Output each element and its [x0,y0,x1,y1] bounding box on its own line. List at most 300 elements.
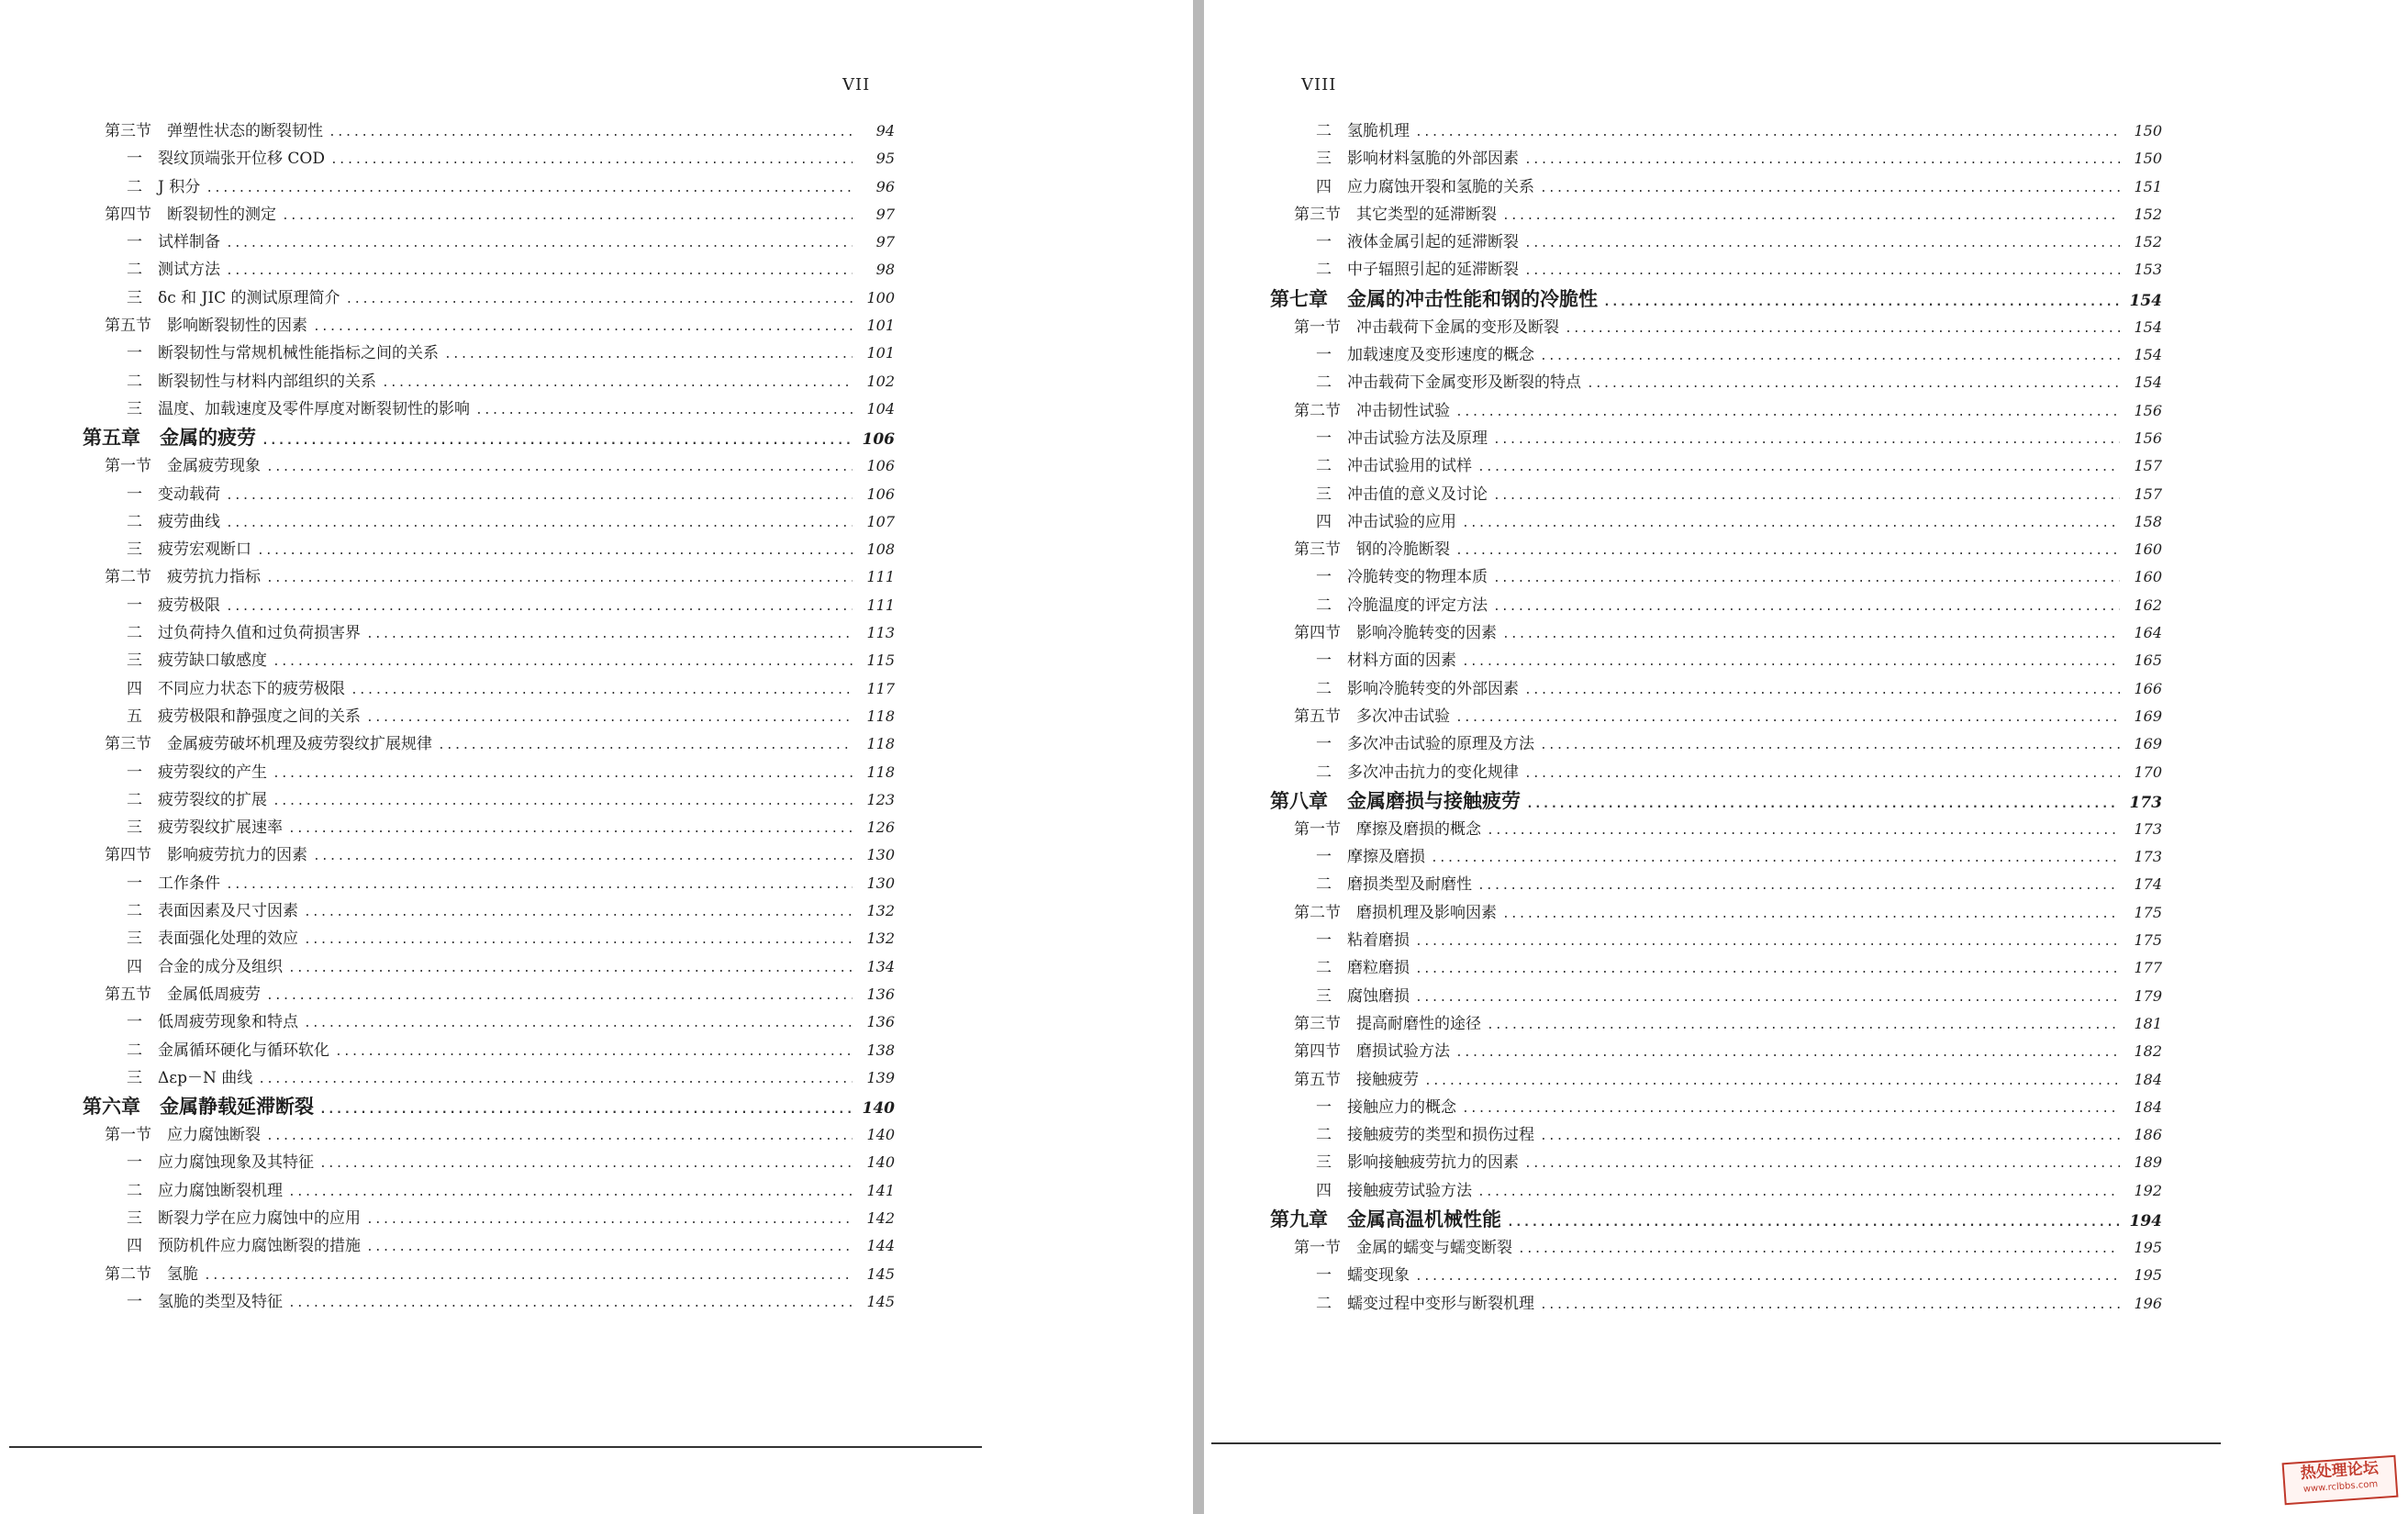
toc-leader-dots [319,1157,853,1171]
toc-item-entry [92,1288,895,1316]
toc-page-number: 138 [866,1041,895,1059]
toc-leader-dots [273,655,853,669]
toc-page-number: 184 [2134,1097,2162,1116]
toc-page-number: 174 [2134,875,2162,894]
toc-entry-title: 四 冲击试验的应用 [1316,512,1456,531]
toc-leader-dots [330,153,853,167]
toc-entry-title: 三 影响材料氢脆的外部因素 [1316,150,1519,169]
toc-page-number: 132 [866,902,895,920]
toc-entry-title: 第九章 金属高温机械性能 [1270,1207,1501,1230]
toc-leader-dots [1524,684,2120,697]
toc-page-number: 154 [2134,346,2162,364]
toc-page-number: 140 [866,1126,895,1144]
toc-item-entry [1281,647,2162,674]
toc-entry-title: 第一节 金属的蠕变与蠕变断裂 [1294,1238,1512,1257]
toc-leader-dots [382,376,853,390]
toc-section-entry [1281,1038,2162,1065]
toc-page-number: 95 [875,150,895,168]
toc-entry-title: 三 疲劳裂纹扩展速率 [127,818,283,838]
toc-entry-title: 三 疲劳缺口敏感度 [127,651,267,671]
toc-item-entry [92,1037,895,1064]
toc-entry-title: 第二节 氢脆 [105,1264,198,1284]
toc-page-number: 111 [866,568,895,586]
toc-leader-dots [1415,1270,2120,1284]
toc-leader-dots [273,767,853,781]
toc-item-entry [1281,173,2162,201]
toc-page-number: 97 [875,205,895,223]
toc-section-entry [1281,703,2162,730]
toc-leader-dots [266,989,853,1003]
toc-leader-dots [226,878,853,892]
toc-page-number: 170 [2134,763,2162,781]
toc-entry-title: 二 磨损类型及耐磨性 [1316,875,1472,895]
toc-page-number: 192 [2134,1181,2162,1199]
toc-item-entry [92,256,895,284]
toc-item-entry [1281,1121,2162,1149]
toc-entry-title: 二 冲击载荷下金属变形及断裂的特点 [1316,373,1581,393]
toc-leader-dots [266,461,853,474]
toc-entry-title: 二 表面因素及尺寸因素 [127,902,298,921]
toc-entry-title: 二 多次冲击抗力的变化规律 [1316,763,1519,782]
toc-entry-title: 三 影响接触疲劳抗力的因素 [1316,1153,1519,1173]
toc-leader-dots [475,404,853,417]
toc-item-entry [1281,1094,2162,1121]
toc-leader-dots [266,1130,853,1143]
toc-page-number: 157 [2134,457,2162,475]
toc-entry-title: 第四节 断裂韧性的测定 [105,205,276,224]
toc-page-number: 98 [875,261,895,279]
toc-item-entry [1281,369,2162,396]
toc-page-number: 162 [2134,596,2162,614]
toc-leader-dots [366,1213,853,1227]
toc-item-entry [92,592,895,619]
toc-item-entry [1281,730,2162,758]
toc-entry-title: 一 粘着磨损 [1316,931,1410,951]
toc-leader-dots [1540,1130,2120,1143]
toc-leader-dots [226,517,853,530]
toc-page-number: 126 [866,818,895,837]
toc-item-entry [92,145,895,173]
toc-entry-title: 第三节 其它类型的延滞断裂 [1294,205,1497,224]
toc-item-entry [92,368,895,395]
toc-entry-title: 一 冷脆转变的物理本质 [1316,568,1488,587]
toc-entry-title: 二 金属循环硬化与循环软化 [127,1041,329,1060]
toc-item-entry [1281,927,2162,954]
toc-entry-title: 第四节 影响疲劳抗力的因素 [105,846,307,865]
toc-page-number: 158 [2134,512,2162,530]
toc-page-number: 106 [862,430,895,450]
toc-item-entry [1281,117,2162,145]
toc-item-entry [92,284,895,312]
toc-page-number: 195 [2134,1238,2162,1256]
toc-page-number: 94 [875,122,895,139]
toc-entry-title: 一 冲击试验方法及原理 [1316,429,1488,448]
toc-page-number: 142 [866,1208,895,1227]
toc-page-number: 113 [866,624,895,642]
toc-leader-dots [226,264,853,278]
toc-page-number: 175 [2134,931,2162,950]
toc-page-number: 173 [2129,793,2162,812]
toc-leader-dots [1424,1074,2120,1088]
toc-leader-dots [288,1186,853,1199]
toc-leader-dots [1462,517,2120,530]
toc-section-entry [92,452,895,480]
toc-item-entry [1281,843,2162,871]
toc-page-number: 173 [2134,819,2162,838]
toc-entry-title: 一 液体金属引起的延滞断裂 [1316,233,1519,252]
toc-chapter-entry [1270,284,2162,314]
toc-entry-title: 一 疲劳极限 [127,596,220,615]
toc-entry-title: 一 裂纹顶端张开位移 COD [127,150,325,169]
toc-section-entry [92,201,895,228]
toc-leader-dots [1477,879,2120,893]
toc-entry-title: 二 蠕变过程中变形与断裂机理 [1316,1294,1534,1313]
toc-page-number: 153 [2134,261,2162,279]
toc-page-number: 102 [866,372,895,390]
toc-page-right [1204,0,2408,1514]
toc-entry-title: 一 摩擦及磨损 [1316,848,1425,867]
toc-item-entry [1281,228,2162,256]
toc-item-entry [1281,508,2162,536]
toc-section-entry [1281,1234,2162,1262]
toc-leader-dots [204,1269,853,1283]
toc-item-entry [92,814,895,841]
toc-item-entry [92,173,895,201]
toc-page-number: 154 [2134,317,2162,336]
toc-section-entry [1281,201,2162,228]
toc-entry-title: 二 疲劳裂纹的扩展 [127,790,267,809]
toc-page-number: 160 [2134,540,2162,559]
toc-item-entry [92,1205,895,1232]
page-folio: VII [842,75,871,95]
toc-entry-title: 二 冲击试验用的试样 [1316,457,1472,476]
toc-page-number: 154 [2129,291,2162,310]
toc-item-entry [92,1064,895,1092]
toc-entry-title: 四 预防机件应力腐蚀断裂的措施 [127,1237,361,1256]
toc-entry-title: 第一节 冲击载荷下金属的变形及断裂 [1294,317,1559,337]
toc-leader-dots [1462,655,2120,669]
toc-leader-dots [288,1297,853,1310]
toc-page-number: 96 [875,177,895,195]
toc-entry-title: 三 表面强化处理的效应 [127,930,298,949]
toc-page-number: 145 [866,1292,895,1310]
toc-page-number: 141 [866,1181,895,1199]
toc-page-number: 136 [866,1013,895,1031]
toc-entry-title: 第二节 磨损机理及影响因素 [1294,903,1497,922]
toc-leader-dots [258,1073,853,1086]
toc-page-number: 195 [2134,1266,2162,1285]
toc-leader-dots [1603,295,2120,309]
toc-page-number: 130 [866,874,895,892]
toc-page-number: 164 [2134,624,2162,642]
toc-entry-title: 第一节 应力腐蚀断裂 [105,1126,261,1145]
toc-entry-title: 第六章 金属静载延滞断裂 [83,1095,314,1119]
toc-page-number: 106 [866,484,895,503]
page-gap [1193,0,1204,1514]
toc-chapter-entry [83,1092,895,1121]
toc-entry-title: 第二节 冲击韧性试验 [1294,401,1450,420]
toc-item-entry [92,759,895,786]
toc-entry-title: 三 δc 和 JIC 的测试原理简介 [127,288,340,307]
toc-leader-dots [1524,237,2120,250]
toc-entry-title: 二 过负荷持久值和过负荷损害界 [127,624,361,643]
toc-entry-title: 一 材料方面的因素 [1316,651,1456,671]
toc-entry-title: 二 J 积分 [127,177,201,196]
toc-entry-title: 三 疲劳宏观断口 [127,540,251,560]
toc-page-number: 115 [866,651,895,670]
toc-section-entry [1281,899,2162,927]
toc-section-entry [92,730,895,758]
toc-entry-title: 第二节 疲劳抗力指标 [105,568,261,587]
toc-item-entry [92,925,895,952]
toc-page-number: 136 [866,985,895,1003]
toc-leader-dots [438,739,853,752]
toc-item-entry [92,1177,895,1205]
toc-entry-title: 第三节 钢的冷脆断裂 [1294,540,1450,560]
toc-leader-dots [1502,628,2120,641]
toc-page-number: 165 [2134,651,2162,670]
toc-section-entry [1281,1066,2162,1094]
toc-item-entry [1281,452,2162,480]
toc-entry-title: 四 接触疲劳试验方法 [1316,1181,1472,1200]
toc-page-number: 189 [2134,1153,2162,1172]
toc-item-entry [92,228,895,256]
toc-entry-title: 三 腐蚀磨损 [1316,986,1410,1006]
toc-leader-dots [304,906,853,919]
toc-leader-dots [366,1241,853,1254]
toc-section-entry [92,1121,895,1149]
toc-item-entry [92,897,895,925]
toc-item-entry [1281,341,2162,369]
toc-page-number: 156 [2134,401,2162,419]
toc-page-number: 179 [2134,986,2162,1005]
toc-entry-title: 二 冷脆温度的评定方法 [1316,596,1488,615]
toc-page-number: 154 [2134,373,2162,392]
toc-page-number: 139 [866,1068,895,1086]
toc-page-number: 108 [866,540,895,559]
toc-leader-dots [1415,126,2120,139]
toc-item-entry [92,508,895,536]
toc-section-entry [92,312,895,340]
toc-item-entry [1281,871,2162,898]
toc-page-number: 151 [2134,177,2162,195]
toc-page-number: 150 [2134,122,2162,139]
toc-entry-title: 第七章 金属的冲击性能和钢的冷脆性 [1270,286,1598,310]
toc-chapter-entry [83,423,895,452]
toc-leader-dots [1415,991,2120,1005]
toc-entry-title: 第五节 接触疲劳 [1294,1070,1419,1089]
toc-item-entry [92,619,895,647]
toc-entry-title: 四 合金的成分及组织 [127,957,283,976]
toc-entry-title: 二 中子辐照引起的延滞断裂 [1316,261,1519,280]
toc-page-number: 132 [866,930,895,948]
toc-entry-title: 一 工作条件 [127,874,220,893]
toc-leader-dots [206,182,853,195]
toc-leader-dots [1462,1102,2120,1116]
toc-entry-title: 第三节 提高耐磨性的途径 [1294,1014,1481,1033]
toc-page-number: 157 [2134,484,2162,503]
toc-item-entry [92,1149,895,1176]
toc-page-number: 160 [2134,568,2162,586]
toc-page-number: 194 [2129,1211,2162,1230]
toc-page-number: 181 [2134,1014,2162,1032]
toc-section-entry [92,563,895,591]
toc-page-number: 186 [2134,1126,2162,1144]
toc-page-left [0,0,1193,1514]
toc-leader-dots [313,320,853,334]
toc-page-number: 117 [866,679,895,697]
toc-leader-dots [1493,572,2120,585]
toc-entry-title: 二 影响冷脆转变的外部因素 [1316,679,1519,698]
toc-leader-dots [1540,739,2120,752]
toc-entry-title: 一 断裂韧性与常规机械性能指标之间的关系 [127,344,439,363]
toc-item-entry [92,395,895,423]
toc-item-entry [92,647,895,674]
toc-page-number: 130 [866,846,895,864]
toc-page-number: 169 [2134,735,2162,753]
toc-leader-dots [1526,797,2120,811]
toc-section-entry [1281,1010,2162,1038]
toc-entry-title: 三 冲击值的意义及讨论 [1316,484,1488,504]
toc-list [1270,117,2162,1318]
toc-leader-dots [1524,264,2120,278]
toc-entry-title: 一 氢脆的类型及特征 [127,1292,283,1311]
toc-leader-dots [1493,433,2120,447]
toc-section-entry [92,1261,895,1288]
toc-item-entry [92,481,895,508]
toc-item-entry [92,675,895,703]
toc-item-entry [92,1008,895,1036]
toc-leader-dots [1540,182,2120,195]
toc-page-number: 118 [866,707,895,725]
toc-item-entry [92,953,895,981]
toc-leader-dots [1507,1216,2120,1230]
toc-entry-title: 第五节 多次冲击试验 [1294,707,1450,726]
toc-item-entry [1281,592,2162,619]
toc-page-number: 173 [2134,848,2162,866]
toc-leader-dots [1455,1046,2120,1060]
toc-leader-dots [1524,1157,2120,1171]
toc-page-number: 118 [866,763,895,781]
toc-leader-dots [304,1017,853,1030]
toc-entry-title: 三 Δεp－N 曲线 [127,1068,253,1087]
toc-entry-title: 第八章 金属磨损与接触疲劳 [1270,788,1521,812]
toc-entry-title: 第一节 金属疲劳现象 [105,457,261,476]
toc-page-number: 100 [866,288,895,306]
toc-entry-title: 二 磨粒磨损 [1316,959,1410,978]
toc-entry-title: 四 不同应力状态下的疲劳极限 [127,679,345,698]
toc-page-number: 152 [2134,205,2162,223]
toc-page-number: 101 [866,344,895,362]
toc-item-entry [1281,481,2162,508]
toc-entry-title: 一 应力腐蚀现象及其特征 [127,1153,314,1173]
toc-page-number: 177 [2134,959,2162,977]
toc-entry-title: 三 断裂力学在应力腐蚀中的应用 [127,1208,361,1228]
toc-leader-dots [329,126,853,139]
toc-page-number: 156 [2134,429,2162,447]
toc-item-entry [1281,256,2162,284]
toc-list [83,117,895,1316]
toc-page-number: 145 [866,1264,895,1283]
toc-entry-title: 一 多次冲击试验的原理及方法 [1316,735,1534,754]
toc-leader-dots [1487,1019,2120,1032]
toc-entry-title: 二 氢脆机理 [1316,122,1410,140]
toc-leader-dots [1587,377,2120,391]
toc-item-entry [1281,675,2162,703]
toc-leader-dots [1415,935,2120,949]
toc-leader-dots [1540,1298,2120,1312]
toc-item-entry [92,536,895,563]
toc-leader-dots [1524,153,2120,167]
toc-page-number: 106 [866,457,895,475]
toc-page-number: 111 [866,596,895,614]
toc-leader-dots [1502,209,2120,223]
toc-leader-dots [313,850,853,863]
watermark-title: 热处理论坛 [2300,1459,2380,1483]
toc-item-entry [1281,759,2162,786]
toc-leader-dots [1431,852,2120,865]
toc-entry-title: 五 疲劳极限和静强度之间的关系 [127,707,361,726]
toc-leader-dots [1477,1186,2120,1199]
toc-item-entry [92,786,895,814]
toc-entry-title: 二 测试方法 [127,261,220,280]
toc-page-number: 184 [2134,1070,2162,1088]
toc-entry-title: 第四节 磨损试验方法 [1294,1042,1450,1062]
toc-entry-title: 四 应力腐蚀开裂和氢脆的关系 [1316,177,1534,196]
toc-item-entry [92,870,895,897]
toc-item-entry [1281,1149,2162,1176]
toc-leader-dots [1455,406,2120,419]
toc-page-number: 101 [866,317,895,335]
toc-page-number: 152 [2134,233,2162,251]
toc-page-number: 107 [866,512,895,530]
toc-leader-dots [1415,963,2120,976]
toc-leader-dots [282,209,853,223]
toc-page-number: 104 [866,399,895,417]
toc-item-entry [92,1232,895,1260]
toc-page-number: 134 [866,957,895,975]
watermark-url: www.rclbbs.com [2302,1479,2379,1495]
toc-leader-dots [266,572,853,585]
toc-section-entry [1281,536,2162,563]
toc-page-number: 144 [866,1237,895,1255]
toc-entry-title: 第三节 金属疲劳破坏机理及疲劳裂纹扩展规律 [105,735,432,754]
toc-leader-dots [1540,350,2120,363]
toc-entry-title: 二 应力腐蚀断裂机理 [127,1181,283,1200]
toc-entry-title: 二 断裂韧性与材料内部组织的关系 [127,372,376,391]
toc-entry-title: 第一节 摩擦及磨损的概念 [1294,819,1481,839]
toc-entry-title: 一 变动载荷 [127,484,220,504]
toc-leader-dots [257,544,853,558]
toc-leader-dots [1477,461,2120,474]
toc-item-entry [92,703,895,730]
toc-leader-dots [335,1045,853,1059]
toc-leader-dots [366,628,853,641]
toc-chapter-entry [1270,1205,2162,1234]
toc-leader-dots [1502,907,2120,921]
toc-entry-title: 一 疲劳裂纹的产生 [127,763,267,782]
toc-section-entry [92,117,895,145]
toc-leader-dots [262,434,853,448]
toc-page-number: 169 [2134,707,2162,725]
toc-leader-dots [366,711,853,725]
toc-leader-dots [273,795,853,808]
toc-item-entry [1281,563,2162,591]
toc-leader-dots [226,489,853,503]
toc-section-entry [1281,816,2162,843]
page-folio: VIII [1301,75,1337,95]
toc-section-entry [1281,314,2162,341]
